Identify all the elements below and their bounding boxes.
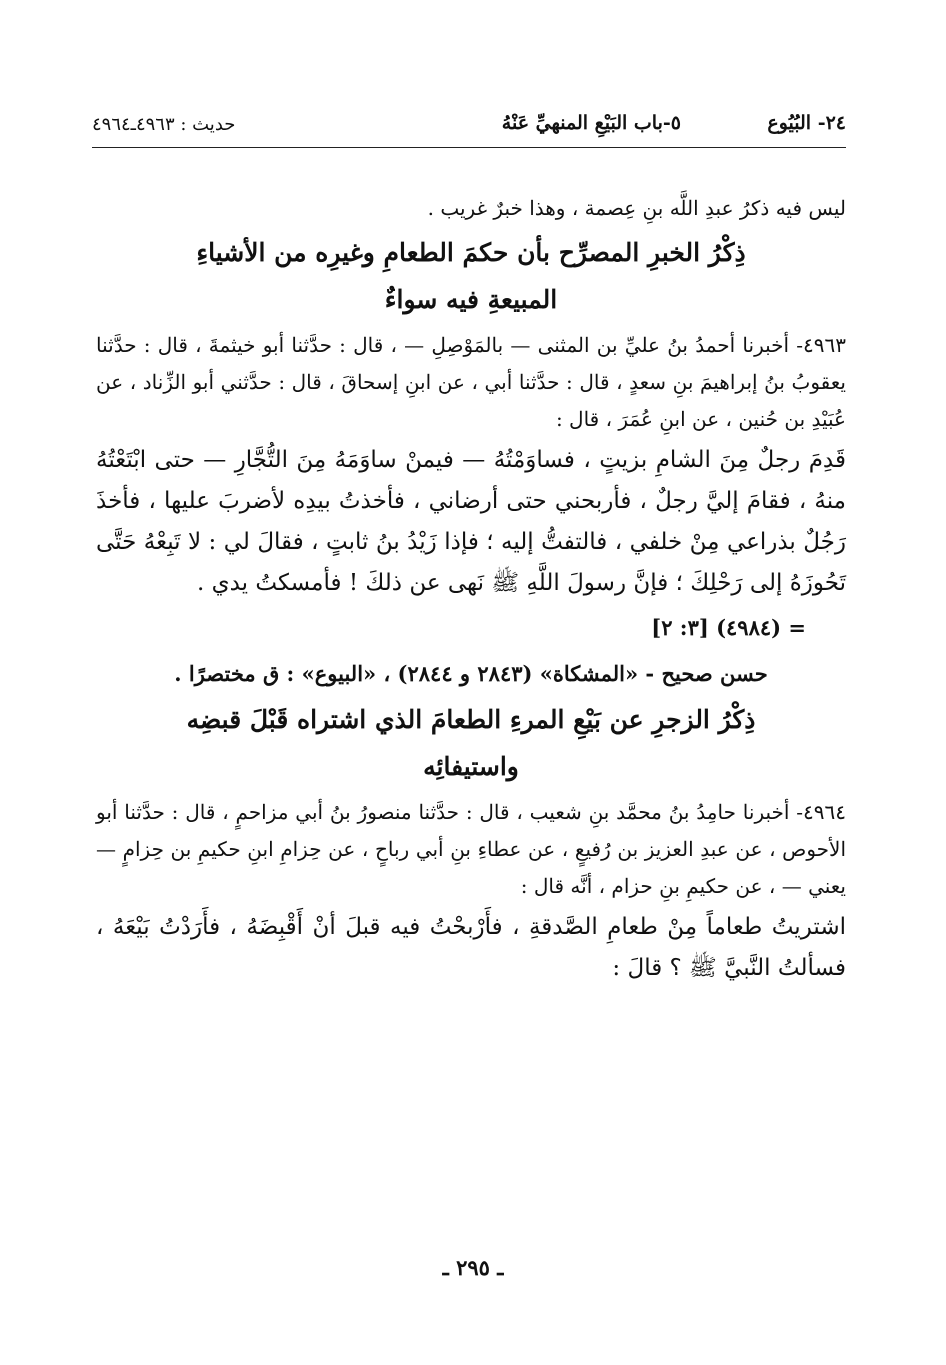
chapter-heading-1 [96,229,846,323]
chapter-heading-2-line-1: ذِكْرُ الزجرِ عن بَيْعِ المرءِ الطعامَ الذي اشتراه قَبْلَ قبضِه [186,705,756,734]
hadith-4963-matn: قَدِمَ رجلٌ مِنَ الشامِ بزيتٍ ، فساوَمْتُهُ — فيمنْ ساوَمَهُ مِنَ التُّجَّارِ — حتى ابْتَعْتُهُ منهُ ، فقامَ إليَّ رجلٌ ، فأربحني حتى أرضاني ، فأخذتُ بيدِه لأضربَ عليها ، فأخذَ رَجُلٌ بذراعي مِنْ خلفي ، فالتفتُّ إليه ؛ فإذا زَيْدُ بنُ ثابتٍ ، فقالَ لي : لا تَبِعْهُ حَتَّى تَحُوزَهُ إلى رَحْلِكَ ؛ فإنَّ رسولَ اللَّهِ ﷺ نَهى عن ذلكَ ! فأمسكتُ يدي . [96,447,846,596]
running-header [92,104,846,144]
chapter-heading-1-line-2: المبيعةِ فيه سواءٌ [384,285,558,314]
chapter-title: ٢٤- البُيُوع [767,112,846,134]
hadith-range: حديث : ٤٩٦٣ـ٤٩٦٤ [92,114,236,135]
hadith-4963-reference: = (٤٩٨٤) [٣: ٢] [651,615,806,640]
section-title: ٥-باب البَيْعِ المنهيِّ عَنْهُ [501,112,681,134]
page-body [96,190,846,989]
hadith-4964-isnad: ٤٩٦٤- أخبرنا حامِدُ بنُ محمَّد بنِ شعيب ، قال : حدَّثنا منصورُ بنُ أبي مزاحمٍ ، قال : حدَّثنا أبو الأحوص ، عن عبدِ العزيز بن رُفيعٍ ، عن عطاءِ بنِ أبي رباحٍ ، عن حِزامِ ابنِ حكيمِ بن حِزامٍ — يعني — ، عن حكيمِ بنِ حزام ، أنَّه قال : [96,800,846,898]
page-number: ـ ٢٩٥ ـ [442,1255,504,1280]
hadith-4964-matn: اشتريتُ طعاماً مِنْ طعامِ الصَّدقةِ ، فأَرْبحْتُ فيه قبلَ أنْ أَقْبِضَهُ ، فأَرَدْتُ بَيْعَهُ ، فسألتُ النَّبيَّ ﷺ ؟ قالَ : [96,914,846,981]
header-divider [92,147,846,148]
chapter-heading-2 [96,696,846,790]
hadith-4963-grade: حسن صحيح - «المشكاة» (٢٨٤٣ و ٢٨٤٤) ، «البيوع» : ق مختصرًا . [174,661,768,686]
chapter-heading-2-line-2: واستيفائِه [423,752,519,781]
hadith-4963-isnad: ٤٩٦٣- أخبرنا أحمدُ بنُ عليِّ بن المثنى — بالمَوْصِلِ — ، قال : حدَّثنا أبو خيثمةَ ، قال : حدَّثنا يعقوبُ بنُ إبراهيمَ بنِ سعدٍ ، قال : حدَّثنا أبي ، عن ابنِ إسحاقَ ، قال : حدَّثني أبو الزِّناد ، عن عُبَيْدِ بن حُنين ، عن ابنِ عُمَرَ ، قال : [96,333,846,431]
intro-line: ليس فيه ذكرُ عبدِ اللَّه بنِ عِصمة ، وهذا خبرٌ غريب . [427,196,846,220]
chapter-heading-1-line-1: ذِكْرُ الخبرِ المصرِّح بأن حكمَ الطعامِ وغيرِه من الأشياءِ [196,238,746,267]
